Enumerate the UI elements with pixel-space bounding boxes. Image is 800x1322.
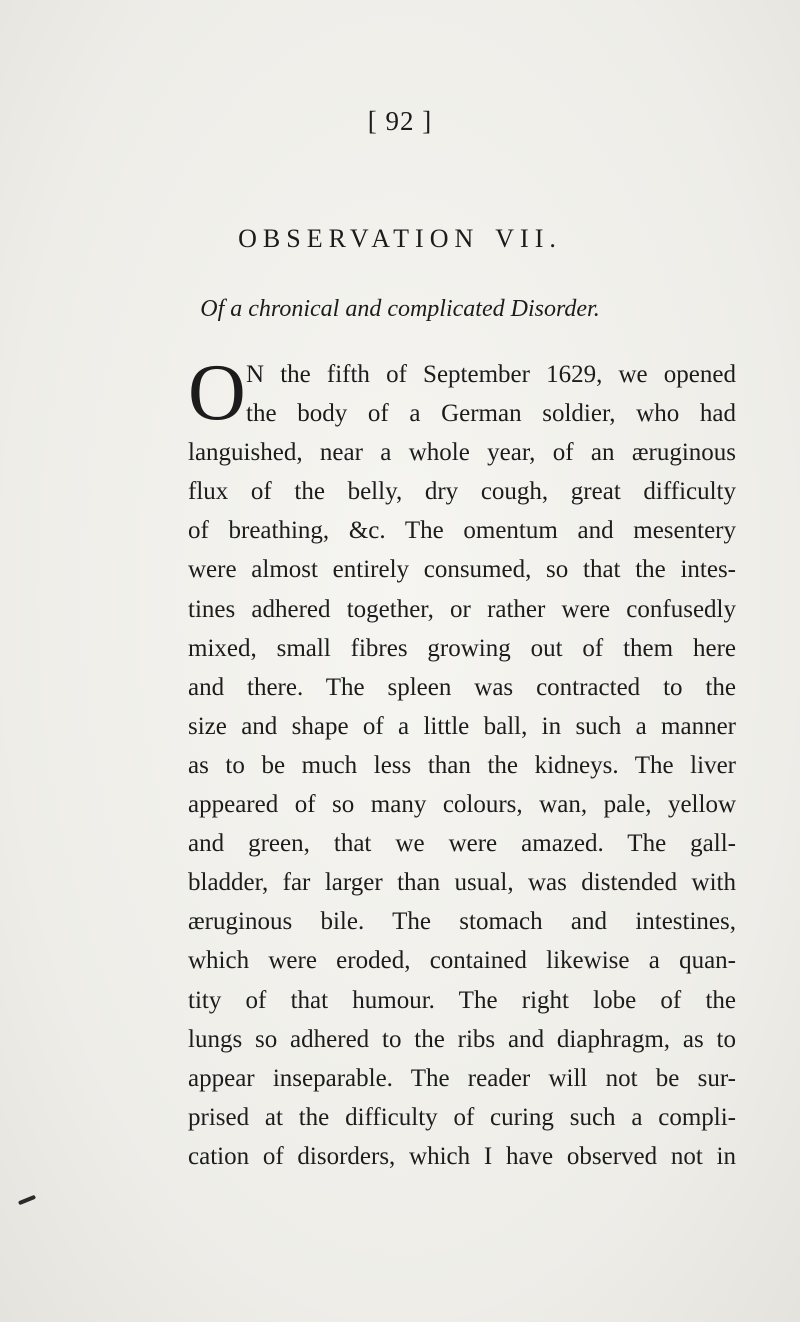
text-line: were almost entirely consumed, so that the intes-: [188, 556, 736, 584]
ink-mark: [18, 1195, 36, 1205]
text-line: languished, near a whole year, of an æruginous: [188, 439, 736, 467]
text-line: flux of the belly, dry cough, great difficulty: [188, 478, 736, 506]
text-line: bladder, far larger than usual, was distended with: [188, 869, 736, 897]
text-line: N the fifth of September 1629, we opened: [246, 361, 736, 388]
body-text: [188, 349, 736, 1176]
observation-heading: OBSERVATION VII.: [238, 224, 562, 253]
text-line: tines adhered together, or rather were confusedly: [188, 595, 736, 623]
text-line: lungs so adhered to the ribs and diaphragm, as to: [188, 1025, 736, 1053]
page-number: [ 92 ]: [367, 106, 433, 136]
text-line: of breathing, &c. The omentum and mesentery: [188, 517, 736, 545]
observation-subtitle: Of a chronical and complicated Disorder.: [200, 296, 600, 322]
text-line: size and shape of a little ball, in such a manner: [188, 712, 736, 740]
text-line: mixed, small fibres growing out of them here: [188, 634, 736, 662]
text-line: as to be much less than the kidneys. The liver: [188, 751, 736, 779]
text-line: æruginous bile. The stomach and intestines,: [188, 908, 736, 936]
text-line: tity of that humour. The right lobe of the: [188, 986, 736, 1014]
text-line: and green, that we were amazed. The gall-: [188, 830, 736, 858]
text-line: prised at the difficulty of curing such a compli-: [188, 1103, 736, 1131]
text-line: cation of disorders, which I have observed not in: [188, 1142, 736, 1170]
text-line: the body of a German soldier, who had: [246, 400, 736, 428]
text-line: which were eroded, contained likewise a quan-: [188, 947, 736, 975]
text-line: and there. The spleen was contracted to the: [188, 673, 736, 701]
text-line: appeared of so many colours, wan, pale, yellow: [188, 791, 736, 819]
text-line: appear inseparable. The reader will not be sur-: [188, 1064, 736, 1092]
drop-cap: O: [188, 349, 246, 437]
